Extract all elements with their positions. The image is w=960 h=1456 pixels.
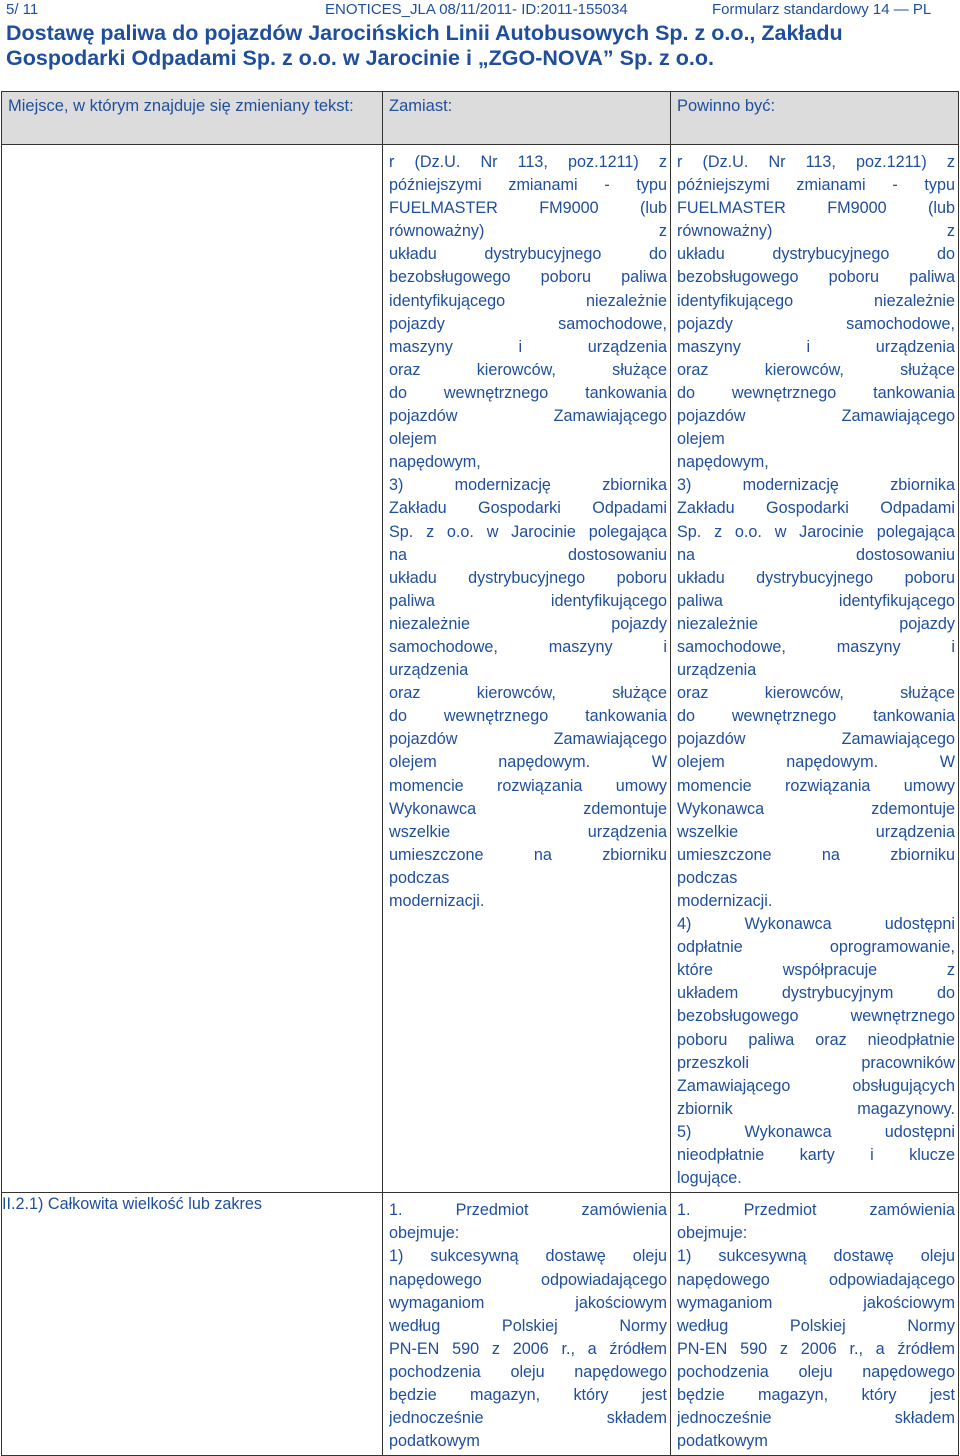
text-line: 1) sukcesywną dostawę oleju: [677, 1247, 955, 1266]
text-line: wszelkie urządzenia: [389, 822, 667, 841]
text-line: 5) Wykonawca udostępni: [677, 1122, 955, 1141]
text-line: pochodzenia oleju napędowego: [389, 1362, 667, 1381]
text-line: wszelkie urządzenia: [677, 822, 955, 841]
text-line: bezobsługowego wewnętrznego: [677, 1007, 955, 1026]
text-line: jednocześnie składem: [677, 1409, 955, 1428]
text-line: logujące.: [677, 1169, 742, 1188]
text-line: równoważny) z: [677, 222, 955, 241]
text-line: bezobsługowego poboru paliwa: [389, 268, 667, 287]
text-line: Zakładu Gospodarki Odpadami: [389, 499, 667, 518]
page-number: 5/ 11: [6, 1, 39, 18]
text-line: Wykonawca zdemontuje: [389, 799, 667, 818]
header-place-cell: [2, 92, 383, 145]
text-line: napędowego odpowiadającego: [389, 1270, 667, 1289]
changes-table: [1, 91, 959, 1456]
title-line-2: Gospodarki Odpadami Sp. z o.o. w Jarocinie i „ZGO-NOVA” Sp. z o.o.: [6, 46, 714, 70]
text-line: umieszczone na zbiorniku: [389, 845, 667, 864]
text-line: maszyny i urządzenia: [677, 337, 955, 356]
text-line: jednocześnie składem: [389, 1409, 667, 1428]
row2-instead-cell: [383, 1193, 671, 1456]
text-line: odpłatnie oprogramowanie,: [677, 938, 955, 957]
text-line: układu dystrybucyjnego do: [389, 245, 667, 264]
text-line: Sp. z o.o. w Jarocinie polegająca: [677, 522, 955, 541]
document-title: [6, 21, 954, 71]
text-line: 4) Wykonawca udostępni: [677, 915, 955, 934]
text-line: przeszkoli pracowników: [677, 1053, 955, 1072]
text-line: pojazdy samochodowe,: [389, 314, 667, 333]
text-line: modernizacji.: [677, 892, 773, 910]
text-line: do wewnętrznego tankowania: [389, 707, 667, 726]
text-line: napędowym,: [389, 453, 481, 472]
text-line: układu dystrybucyjnego poboru: [389, 568, 667, 587]
text-line: urządzenia: [389, 661, 469, 680]
text-line: samochodowe, maszyny i: [389, 637, 667, 656]
text-line: zbiornik magazynowy.: [677, 1099, 955, 1118]
row2-should-cell: [671, 1193, 959, 1456]
text-line: podczas: [389, 868, 450, 887]
text-line: momencie rozwiązania umowy: [677, 776, 955, 795]
text-line: do wewnętrznego tankowania: [677, 383, 955, 402]
row2-should-text: [671, 1193, 958, 1455]
text-line: modernizacji.: [389, 892, 485, 910]
text-line: wymaganiom jakościowym: [677, 1293, 955, 1312]
text-line: późniejszymi zmianami - typu: [677, 176, 955, 195]
text-line: momencie rozwiązania umowy: [389, 776, 667, 795]
notice-topline: [6, 0, 956, 22]
text-line: umieszczone na zbiorniku: [677, 845, 955, 864]
text-line: według Polskiej Normy: [677, 1316, 955, 1335]
row1-should-text: [671, 145, 958, 1192]
text-line: poboru paliwa oraz nieodpłatnie: [677, 1030, 955, 1049]
text-line: napędowego odpowiadającego: [677, 1270, 955, 1289]
text-line: pojazdów Zamawiającego: [389, 407, 667, 426]
header-should-cell: [671, 92, 959, 145]
text-line: pojazdów Zamawiającego: [677, 730, 955, 749]
text-line: układem dystrybucyjnym do: [677, 984, 955, 1003]
text-line: oraz kierowców, służące: [389, 360, 667, 379]
text-line: podatkowym: [389, 1432, 480, 1451]
header-should-be: Powinno być:: [677, 97, 776, 115]
text-line: oraz kierowców, służące: [677, 684, 955, 703]
text-line: podatkowym: [677, 1432, 768, 1451]
form-name: Formularz standardowy 14 — PL: [712, 1, 932, 18]
row2-location: II.2.1) Całkowita wielkość lub zakres: [2, 1193, 383, 1456]
text-line: pochodzenia oleju napędowego: [677, 1362, 955, 1381]
text-line: na dostosowaniu: [389, 545, 667, 564]
text-line: wymaganiom jakościowym: [389, 1293, 667, 1312]
text-line: pojazdów Zamawiającego: [389, 730, 667, 749]
text-line: oraz kierowców, służące: [677, 360, 955, 379]
text-line: urządzenia: [677, 661, 757, 680]
text-line: pojazdów Zamawiającego: [677, 407, 955, 426]
text-line: 3) modernizację zbiornika: [677, 476, 955, 495]
row1-instead-cell: [383, 145, 671, 1193]
text-line: r (Dz.U. Nr 113, poz.1211) z: [389, 153, 667, 171]
text-line: równoważny) z: [389, 222, 667, 241]
text-line: będzie magazyn, który jest: [389, 1385, 667, 1404]
text-line: Sp. z o.o. w Jarocinie polegająca: [389, 522, 667, 541]
text-line: nieodpłatnie karty i klucze: [677, 1146, 955, 1165]
table-header-row: [2, 92, 959, 145]
text-line: do wewnętrznego tankowania: [389, 383, 667, 402]
text-line: maszyny i urządzenia: [389, 337, 667, 356]
text-line: olejem: [389, 430, 437, 449]
text-line: układu dystrybucyjnego do: [677, 245, 955, 264]
row1-instead-text: [383, 145, 670, 915]
text-line: które współpracuje z: [677, 961, 955, 980]
text-line: na dostosowaniu: [677, 545, 955, 564]
header-instead: Zamiast:: [389, 97, 453, 115]
text-line: olejem napędowym. W: [677, 753, 955, 772]
text-line: 1. Przedmiot zamówienia: [389, 1201, 667, 1220]
text-line: późniejszymi zmianami - typu: [389, 176, 667, 195]
text-line: paliwa identyfikującego: [389, 591, 667, 610]
text-line: identyfikującego niezależnie: [677, 291, 955, 310]
text-line: pojazdy samochodowe,: [677, 314, 955, 333]
row2-instead-text: [383, 1193, 670, 1455]
notice-id: ENOTICES_JLA 08/11/2011- ID:2011-155034: [325, 1, 628, 18]
text-line: będzie magazyn, który jest: [677, 1385, 955, 1404]
text-line: PN-EN 590 z 2006 r., a źródłem: [677, 1339, 955, 1358]
text-line: oraz kierowców, służące: [389, 684, 667, 703]
row1-location: [2, 145, 383, 1193]
header-instead-cell: [383, 92, 671, 145]
table-row: [2, 1193, 959, 1456]
text-line: 1. Przedmiot zamówienia: [677, 1201, 955, 1220]
text-line: olejem napędowym. W: [389, 753, 667, 772]
title-line-1: Dostawę paliwa do pojazdów Jarocińskich Linii Autobusowych Sp. z o.o., Zakładu: [6, 21, 843, 45]
row1-should-cell: [671, 145, 959, 1193]
text-line: samochodowe, maszyny i: [677, 637, 955, 656]
text-line: niezależnie pojazdy: [389, 614, 667, 633]
text-line: bezobsługowego poboru paliwa: [677, 268, 955, 287]
table-row: [2, 145, 959, 1193]
text-line: podczas: [677, 868, 738, 887]
text-line: napędowym,: [677, 453, 769, 472]
text-line: 3) modernizację zbiornika: [389, 476, 667, 495]
text-line: FUELMASTER FM9000 (lub: [389, 199, 667, 218]
text-line: układu dystrybucyjnego poboru: [677, 568, 955, 587]
text-line: obejmuje:: [677, 1224, 748, 1243]
text-line: Wykonawca zdemontuje: [677, 799, 955, 818]
text-line: paliwa identyfikującego: [677, 591, 955, 610]
text-line: r (Dz.U. Nr 113, poz.1211) z: [677, 153, 955, 171]
header-place: Miejsce, w którym znajduje się zmieniany tekst:: [8, 97, 354, 115]
text-line: obejmuje:: [389, 1224, 460, 1243]
text-line: PN-EN 590 z 2006 r., a źródłem: [389, 1339, 667, 1358]
text-line: niezależnie pojazdy: [677, 614, 955, 633]
text-line: olejem: [677, 430, 725, 449]
text-line: 1) sukcesywną dostawę oleju: [389, 1247, 667, 1266]
text-line: do wewnętrznego tankowania: [677, 707, 955, 726]
text-line: Zakładu Gospodarki Odpadami: [677, 499, 955, 518]
text-line: według Polskiej Normy: [389, 1316, 667, 1335]
text-line: Zamawiającego obsługujących: [677, 1076, 955, 1095]
text-line: FUELMASTER FM9000 (lub: [677, 199, 955, 218]
text-line: identyfikującego niezależnie: [389, 291, 667, 310]
